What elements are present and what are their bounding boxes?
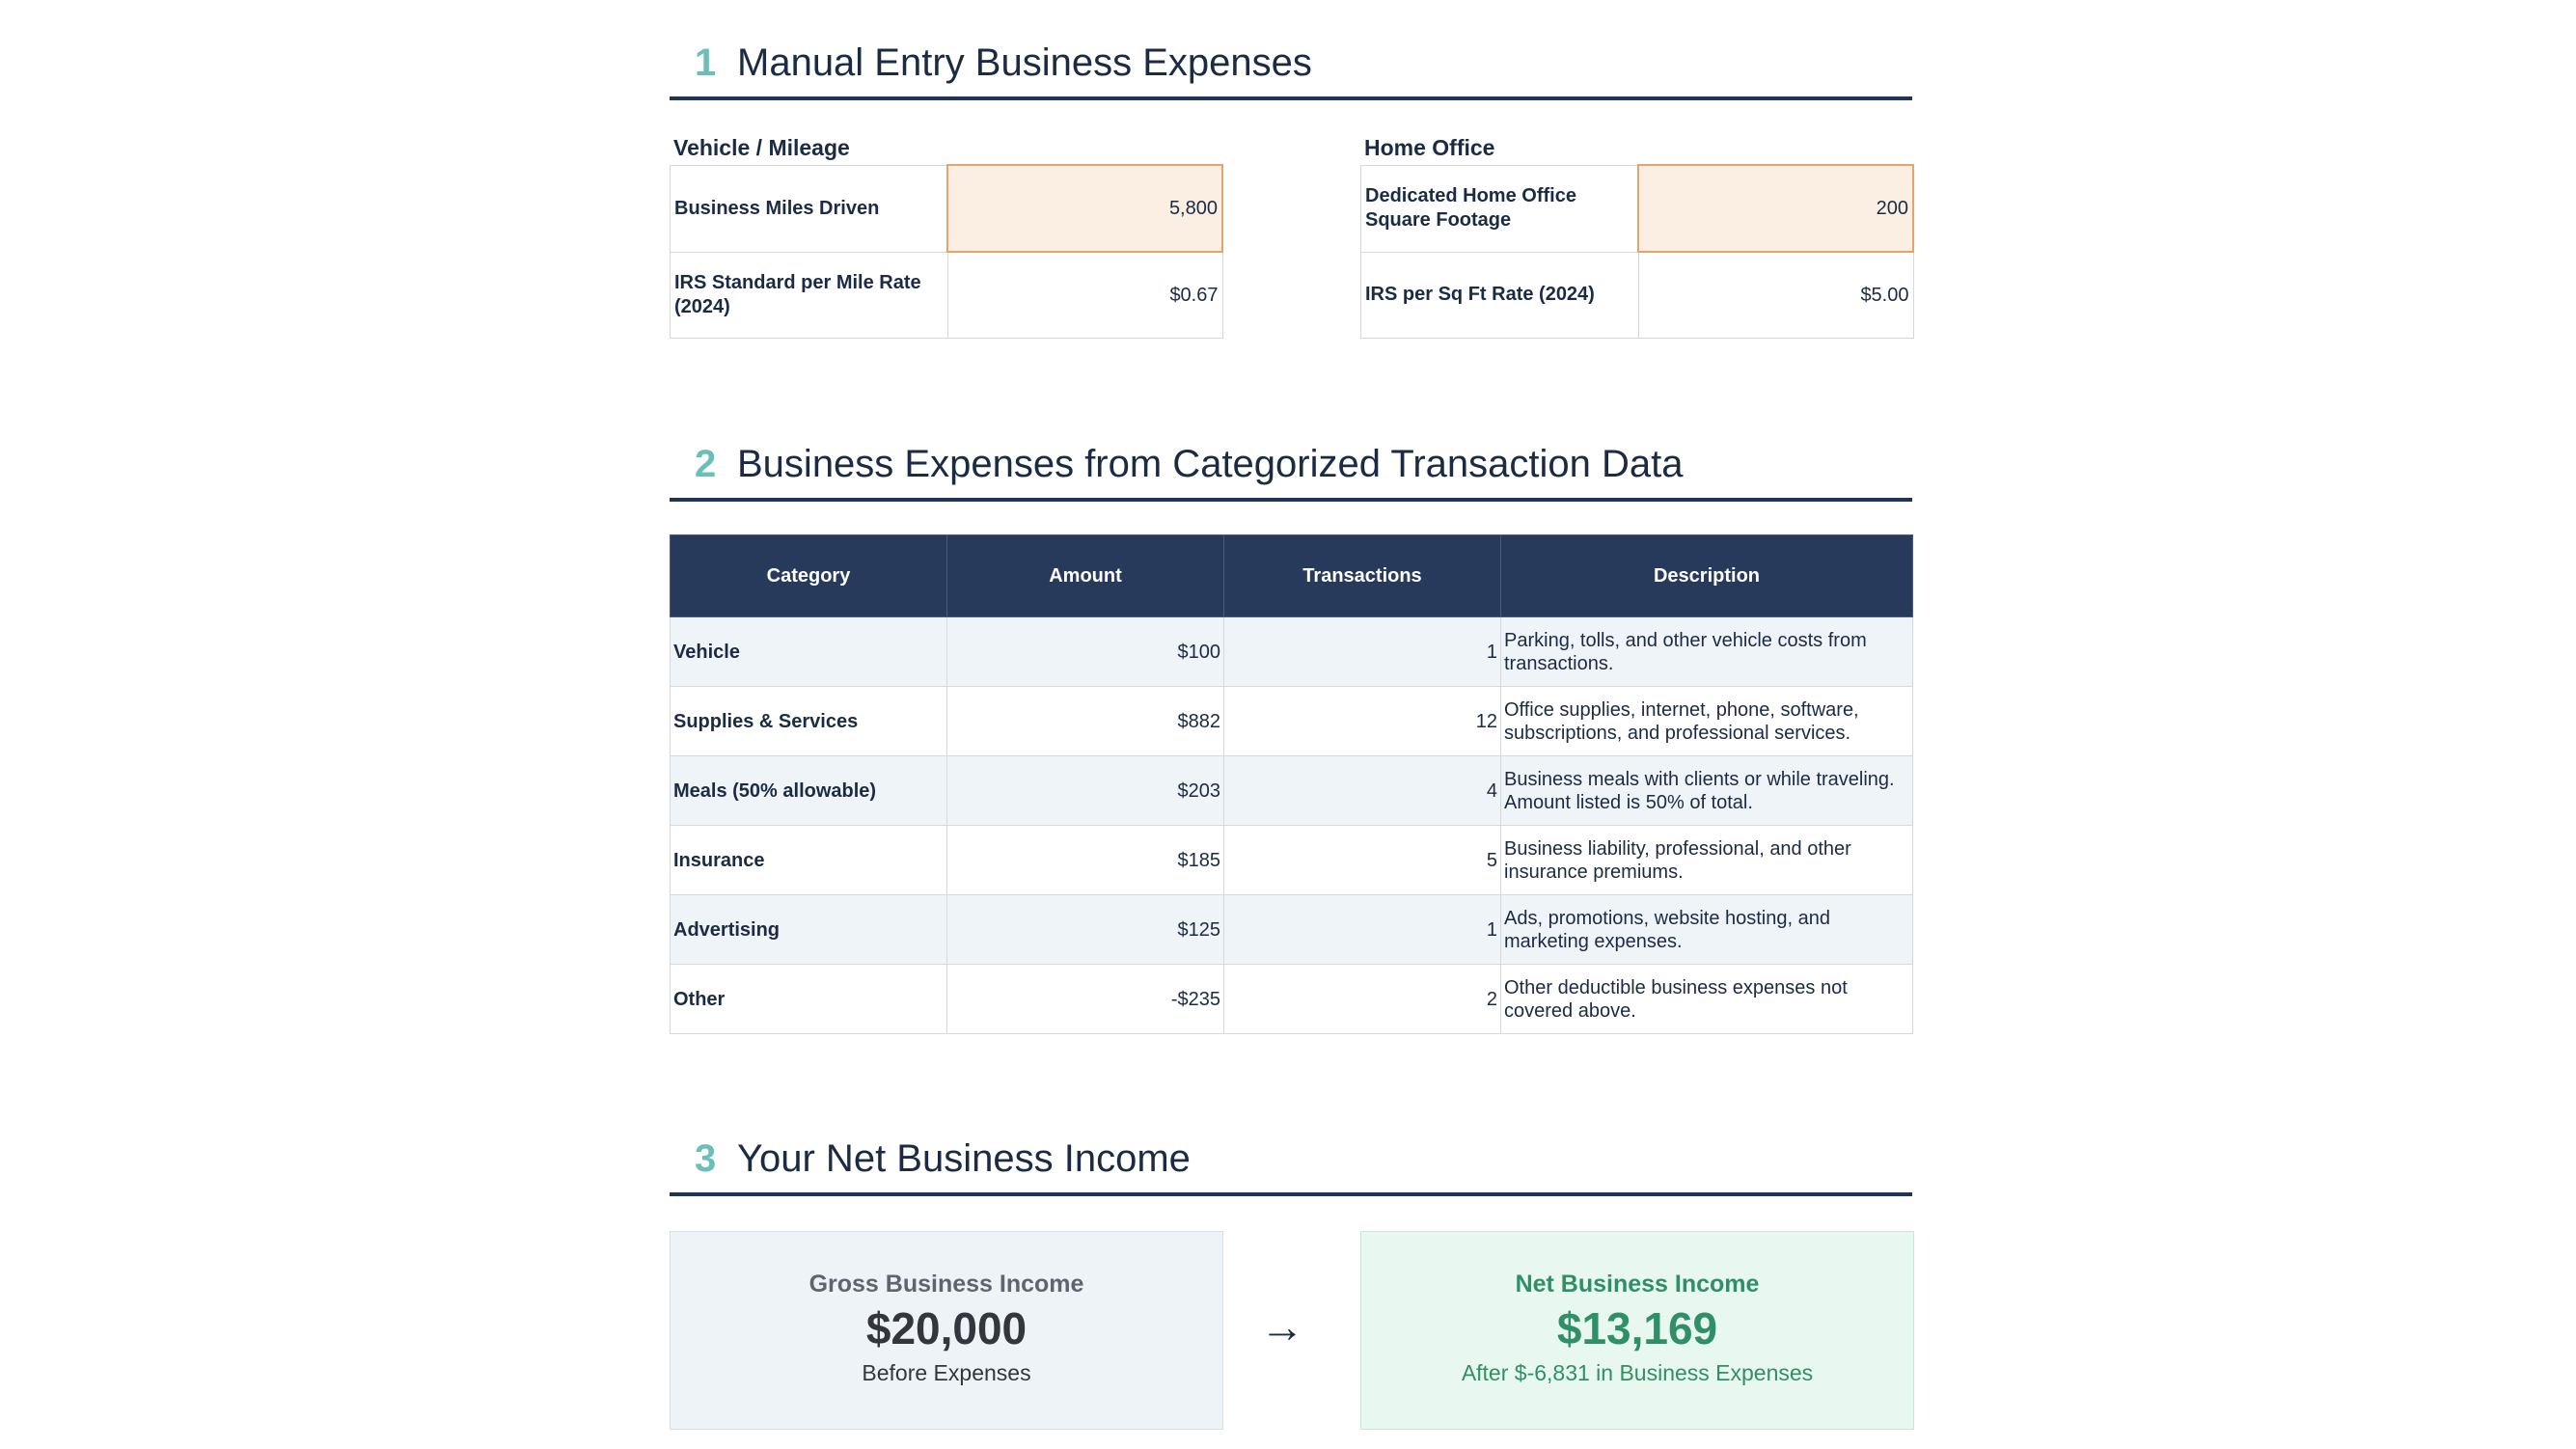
table-row (671, 687, 1913, 756)
description-cell: Parking, tolls, and other vehicle costs from transactions. (1501, 617, 1913, 687)
home-office-table (1360, 164, 1914, 339)
gross-income-label: Gross Business Income (808, 1271, 1084, 1298)
gross-income-value: $20,000 (865, 1303, 1028, 1353)
amount-cell: $185 (947, 826, 1224, 895)
sqft-rate-value: $5.00 (1638, 252, 1913, 339)
description-cell: Ads, promotions, website hosting, and marketing expenses. (1501, 895, 1913, 965)
category-cell: Meals (50% allowable) (671, 756, 947, 826)
transactions-cell: 1 (1224, 895, 1501, 965)
table-row (671, 965, 1913, 1034)
column-header-category: Category (671, 535, 947, 617)
section-1-header (670, 0, 1912, 100)
mile-rate-label: IRS Standard per Mile Rate (2024) (671, 252, 948, 339)
arrow-right-icon: → (1260, 1301, 1304, 1352)
amount-cell: $882 (947, 687, 1224, 756)
section-title: Business Expenses from Categorized Transaction Data (737, 443, 1684, 485)
section-number: 3 (695, 1137, 717, 1180)
transactions-cell: 1 (1224, 617, 1501, 687)
column-header-description: Description (1501, 535, 1913, 617)
net-income-card (1360, 1231, 1914, 1430)
table-row (671, 617, 1913, 687)
expenses-table (670, 534, 1913, 1034)
description-cell: Business meals with clients or while traveling. Amount listed is 50% of total. (1501, 756, 1913, 826)
category-cell: Advertising (671, 895, 947, 965)
category-cell: Insurance (671, 826, 947, 895)
net-income-value: $13,169 (1556, 1303, 1718, 1353)
sqft-rate-label: IRS per Sq Ft Rate (2024) (1361, 252, 1639, 339)
vehicle-label: Vehicle / Mileage (673, 135, 850, 160)
vehicle-table (670, 164, 1223, 339)
sqft-label: Dedicated Home Office Square Footage (1361, 165, 1639, 252)
amount-cell: $125 (947, 895, 1224, 965)
table-header-row (671, 535, 1913, 617)
mile-rate-value: $0.67 (947, 252, 1222, 339)
column-header-amount: Amount (947, 535, 1224, 617)
description-cell: Office supplies, internet, phone, software, subscriptions, and professional services. (1501, 687, 1913, 756)
sqft-input[interactable]: 200 (1638, 165, 1913, 252)
miles-label: Business Miles Driven (671, 165, 948, 252)
section-title: Your Net Business Income (737, 1137, 1191, 1180)
transactions-cell: 5 (1224, 826, 1501, 895)
table-row (671, 756, 1913, 826)
net-income-note: After $-6,831 in Business Expenses (1461, 1360, 1814, 1385)
transactions-cell: 4 (1224, 756, 1501, 826)
section-title: Manual Entry Business Expenses (737, 41, 1312, 84)
description-cell: Other deductible business expenses not covered above. (1501, 965, 1913, 1034)
section-number: 1 (695, 41, 717, 84)
category-cell: Vehicle (671, 617, 947, 687)
amount-cell: -$235 (947, 965, 1224, 1034)
miles-input[interactable]: 5,800 (947, 165, 1222, 252)
description-cell: Business liability, professional, and other insurance premiums. (1501, 826, 1913, 895)
home-office-label: Home Office (1364, 135, 1495, 160)
table-row (1361, 252, 1914, 339)
column-header-transactions: Transactions (1224, 535, 1501, 617)
table-row (671, 895, 1913, 965)
table-row (1361, 165, 1914, 252)
table-row (671, 252, 1223, 339)
gross-income-card (670, 1231, 1223, 1430)
table-row (671, 826, 1913, 895)
category-cell: Other (671, 965, 947, 1034)
category-cell: Supplies & Services (671, 687, 947, 756)
section-2-header (670, 401, 1912, 502)
section-3-header (670, 1096, 1912, 1196)
net-income-label: Net Business Income (1515, 1271, 1760, 1298)
amount-cell: $203 (947, 756, 1224, 826)
table-row (671, 165, 1223, 252)
section-number: 2 (695, 443, 717, 485)
amount-cell: $100 (947, 617, 1224, 687)
transactions-cell: 12 (1224, 687, 1501, 756)
gross-income-note: Before Expenses (862, 1360, 1031, 1385)
transactions-cell: 2 (1224, 965, 1501, 1034)
